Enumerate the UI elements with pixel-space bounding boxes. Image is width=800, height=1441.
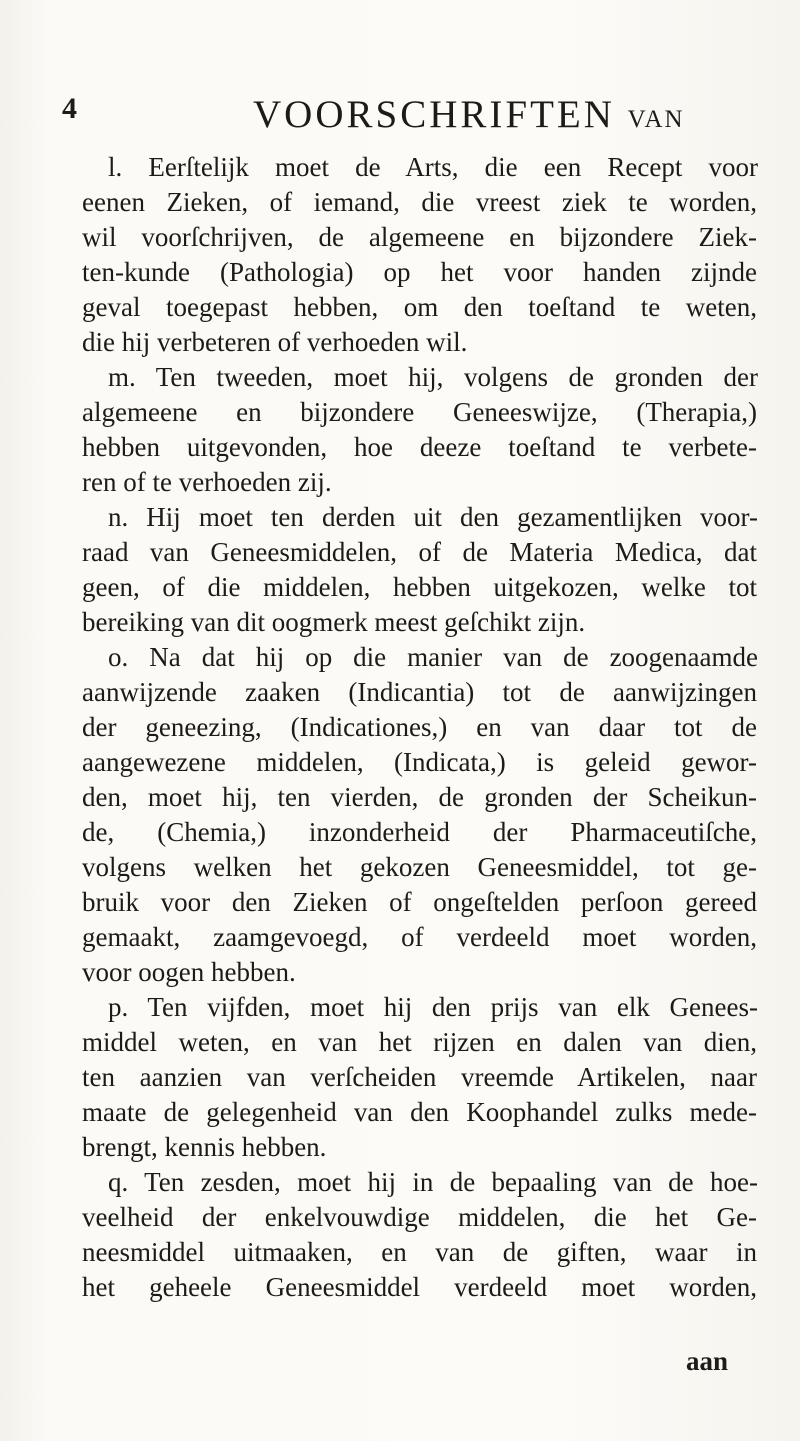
text-line: voor oogen hebben. [82, 957, 296, 987]
running-title [253, 92, 685, 137]
text-line: eenen Zieken, of iemand, die vreest ziek te worden, [82, 187, 757, 217]
running-title-main: VOORSCHRIFTEN [253, 93, 615, 136]
text-line: geen, of die middelen, hebben uitgekozen, welke tot [82, 572, 757, 602]
text-line: l. Eerſtelijk moet de Arts, die een Recept voor [108, 152, 758, 182]
text-line: aanwijzende zaaken (Indicantia) tot de aanwijzingen [82, 677, 757, 707]
text-line: ten aanzien van verſcheiden vreemde Artikelen, naar [82, 1062, 757, 1092]
text-line: ren of te verhoeden zij. [82, 467, 332, 497]
text-line: q. Ten zesden, moet hij in de bepaaling van de hoe- [108, 1167, 758, 1197]
catchword: aan [686, 1346, 729, 1376]
text-line: den, moet hij, ten vierden, de gronden der Scheikun- [82, 782, 757, 812]
text-line: het geheele Geneesmiddel verdeeld moet worden, [82, 1272, 757, 1302]
text-line: ten-kunde (Pathologia) op het voor handen zijnde [82, 257, 757, 287]
text-line: der geneezing, (Indicationes,) en van daar tot de [82, 712, 757, 742]
body-text [0, 143, 800, 1323]
text-line: p. Ten vijfden, moet hij den prijs van elk Genees- [108, 992, 758, 1022]
text-line: algemeene en bijzondere Geneeswijze, (Therapia,) [82, 397, 757, 427]
running-header [62, 92, 762, 142]
text-line: geval toegepast hebben, om den toeſtand te weten, [82, 292, 757, 322]
text-line: wil voorſchrijven, de algemeene en bijzondere Ziek- [82, 222, 757, 252]
running-title-small: VAN [627, 106, 685, 133]
page-number: 4 [62, 92, 77, 125]
text-line: middel weten, en van het rijzen en dalen van dien, [82, 1027, 757, 1057]
text-line: raad van Geneesmiddelen, of de Materia Medica, dat [82, 537, 757, 567]
text-line: bereiking van dit oogmerk meest geſchikt zijn. [82, 607, 586, 637]
text-line: aangewezene middelen, (Indicata,) is geleid gewor- [82, 747, 757, 777]
text-line: die hij verbeteren of verhoeden wil. [82, 327, 468, 357]
text-line: veelheid der enkelvouwdige middelen, die het Ge- [82, 1202, 757, 1232]
text-line: bruik voor den Zieken of ongeſtelden perſoon gereed [82, 887, 757, 917]
text-line: m. Ten tweeden, moet hij, volgens de gronden der [108, 362, 758, 392]
text-line: o. Na dat hij op die manier van de zoogenaamde [108, 642, 758, 672]
text-line: brengt, kennis hebben. [82, 1132, 327, 1162]
text-line: de, (Chemia,) inzonderheid der Pharmaceutiſche, [82, 817, 757, 847]
text-line: maate de gelegenheid van den Koophandel zulks mede- [82, 1097, 757, 1127]
text-line: neesmiddel uitmaaken, en van de giften, waar in [82, 1237, 757, 1267]
text-line: gemaakt, zaamgevoegd, of verdeeld moet worden, [82, 922, 757, 952]
text-line: volgens welken het gekozen Geneesmiddel, tot ge- [82, 852, 757, 882]
text-line: hebben uitgevonden, hoe deeze toeſtand te verbete- [82, 432, 757, 462]
text-line: n. Hij moet ten derden uit den gezamentlijken voor- [108, 502, 758, 532]
